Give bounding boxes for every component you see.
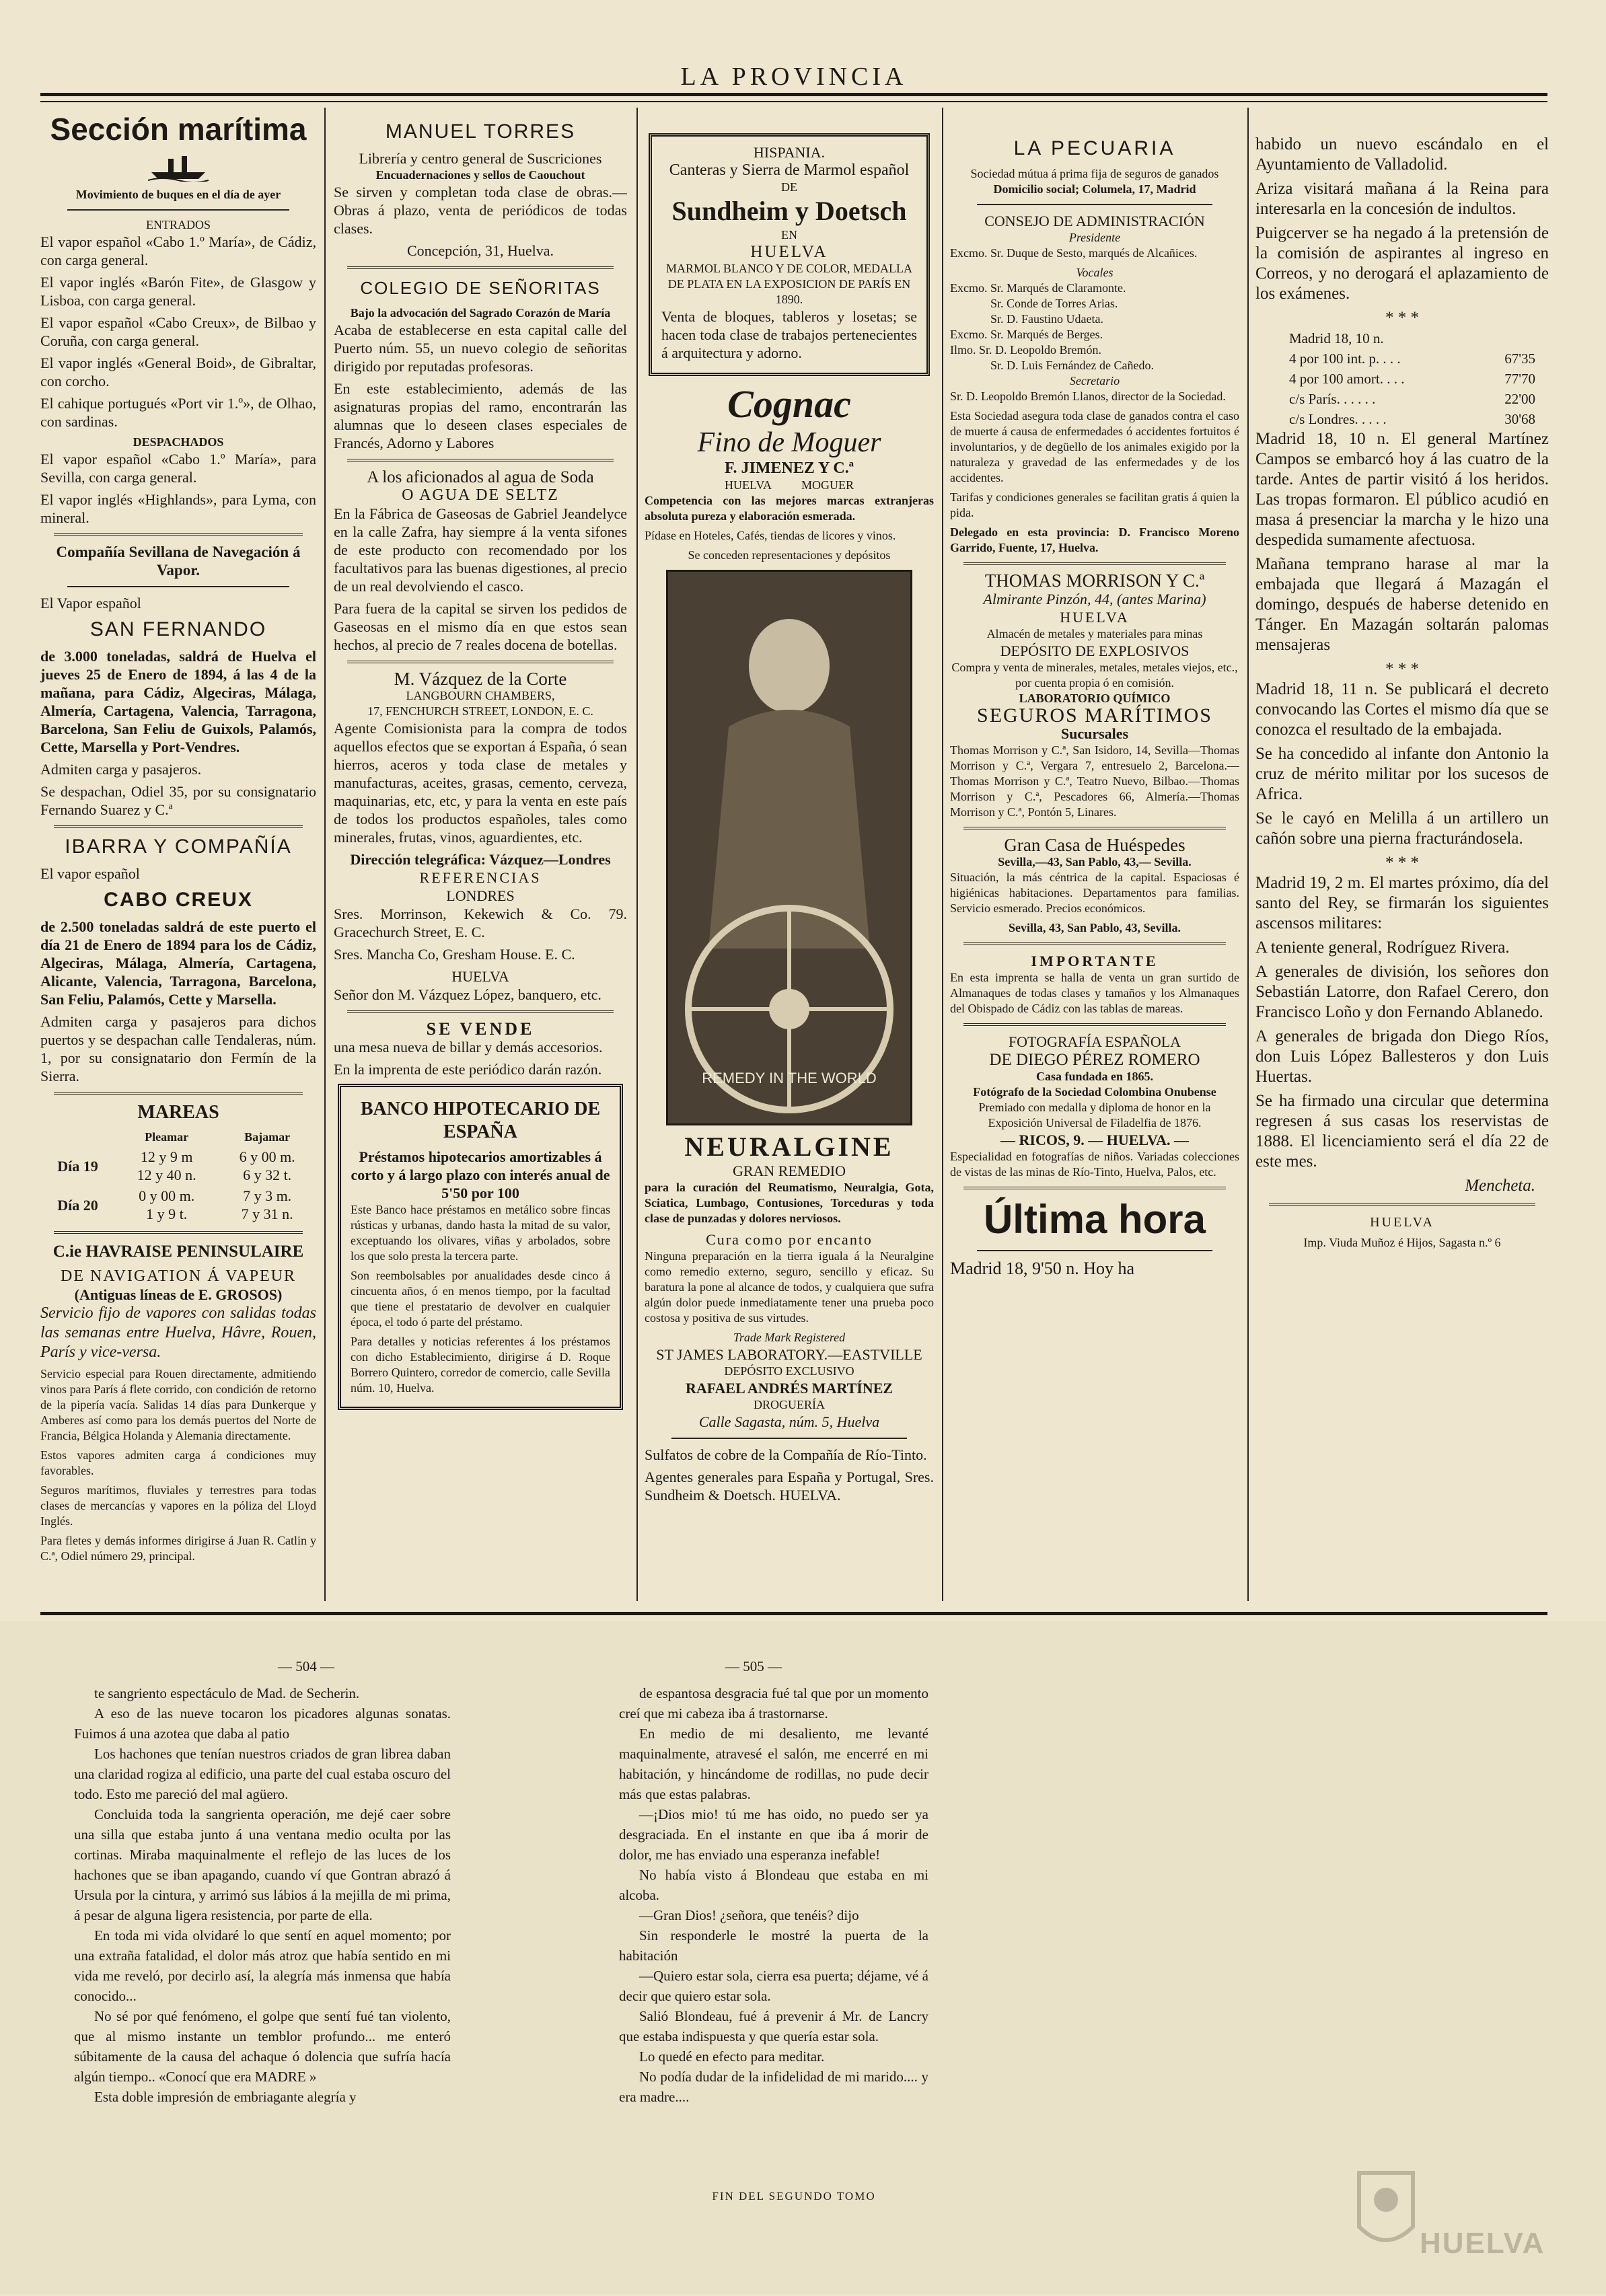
ad-heading: M. Vázquez de la Corte: [394, 669, 567, 689]
havraise-sub: DE NAVIGATION Á VAPEUR: [60, 1267, 297, 1285]
ad-text: Este Banco hace préstamos en metálico sobre fincas rústicas y urbanas, dando hasta la mitad de su valor, exceptuando los olivares, viñas y arbolados, sobre los que solo presta la tercera parte.: [351, 1203, 610, 1263]
column-divider: [636, 108, 638, 1601]
tides-heading: MAREAS: [137, 1102, 219, 1123]
ad-brand: NEURALGINE: [684, 1132, 894, 1162]
havraise-text: Para fletes y demás informes dirigirse á Juan R. Catlin y C.ª, Odiel número 29, principal.: [40, 1534, 316, 1563]
entry-item: El vapor inglés «Barón Fite», de Glasgow y Lisboa, con carga general.: [40, 274, 316, 309]
column-ads-1: [334, 114, 627, 1608]
ad-text: Para fuera de la capital se sirven los pedidos de Gaseosas en el mismo día en que estos sean hechos, al precio de 7 reales docena de botellas.: [334, 600, 627, 653]
column-ads-2: HISPANIA. Canteras y Sierra de Marmol español DE Sundheim y Doetsch EN HUELVA MARMOL BLANCO Y DE COLOR, MEDALLA DE PLATA EN LA EXPOSICION DE PARÍS EN 1890. Venta de bloques, tableros y losetas; se hacen toda clase de trabajos pertenecientes á arquitectura y adorno. Cognac Fino de Moguer F. JIMENEZ Y C.ª HUELVA MOGUER Competencia con las mejores marcas extranjeras absoluta pureza y elaboración esmerada. Pídase en Hoteles, Cafés, tiendas de licores y vinos. Se conceden representaciones y depósitos REMEDY IN THE WORLD NEURALGINE GRAN REMEDIO para la curación del Reumatismo, Neuralgia, Gota, Sciatica, Lumbago, Contusiones, Torceduras y toda clase de punzadas y dolores nerviosos. Cura como por encanto Ninguna preparación en la tierra iguala á la Neuralgine como remedio externo, seguro, sencillo y eficaz. Su baratura la pone al alcance de todos, y cualquiera que sufra algún dolor puede inmediatamente tener una prueba poco costosa y positiva de sus virtudes. Trade Mark Registered ST JAMES LABORATORY.—EASTVILLE DEPÓSITO EXCLUSIVO RAFAEL ANDRÉS MARTÍNEZ DROGUERÍA Calle Sagasta, núm. 5, Huelva Sulfatos de cobre de la Compañía de Río-Tinto. Agentes generales para España y Portugal, Sres. Sundheim & Doetsch. HUELVA.: [645, 128, 934, 1608]
ad-sub: Préstamos hipotecarios amortizables á corto y á largo plazo con interés anual de 5'50 por 100: [351, 1148, 610, 1201]
entry-item: El cahique portugués «Port vir 1.º», de Olhao, con sardinas.: [40, 395, 316, 430]
entry-item: El vapor español «Cabo Creux», de Bilbao y Coruña, con carga general.: [40, 314, 316, 349]
column-ads-3: LA PECUARIA Sociedad mútua á prima fija de seguros de ganados Domicilio social; Columela, 17, Madrid CONSEJO DE ADMINISTRACIÓN Presidente Excmo. Sr. Duque de Sesto, marqués de Alcañices. Vocales Excmo. Sr. Marqués de Claramonte. Sr. Conde de Torres Arias. Sr. D. Faustino Udaeta. Excmo. Sr. Marqués de Berges. Ilmo. Sr. D. Leopoldo Bremón. Sr. D. Luis Fernández de Cañedo. Secretario Sr. D. Leopoldo Bremón Llanos, director de la Sociedad. Esta Sociedad asegura toda clase de ganados contra el caso de muerte á causa de enfermedades ó accidentes fortuitos é involuntarios, y de degüello de los animales exigido por la naturaleza y gravedad de las enfermedades y de los accidentes. Tarifas y condiciones generales se facilitan gratis á quien la pida. Delegado en esta provincia: D. Francisco Moreno Garrido, Fuente, 17, Huelva. THOMAS MORRISON Y C.ª Almirante Pinzón, 44, (antes Marina) HUELVA Almacén de metales y materiales para minas DEPÓSITO DE EXPLOSIVOS Compra y venta de minerales, metales, metales viejos, etc., por cuenta propia ó en comisión. LABORATORIO QUÍMICO SEGUROS MARÍTIMOS Sucursales Thomas Morrison y C.ª, San Isidoro, 14, Sevilla—Thomas Morrison y C.ª, Vergara 7, entresuelo 2, Barcelona.—Thomas Morrison y C.ª, Teatro Nuevo, Bilbao.—Thomas Morrison y C.ª, Pescadores 66, Almería.—Thomas Morrison y C.ª, Pontón 5, Linares. Gran Casa de Huéspedes Sevilla,—43, San Pablo, 43,— Sevilla. Situación, la más céntrica de la capital. Espaciosas é higiénicas habitaciones. Departamentos para familias. Servicio esmerado. Precios económicos. Sevilla, 43, San Pablo, 43, Sevilla. IMPORTANTE En esta imprenta se halla de venta un gran surtido de Almanaques de todas clases y tamaños y los Almanaques del Obispado de Cádiz con las tablas de mareas. FOTOGRAFÍA ESPAÑOLA DE DIEGO PÉREZ ROMERO Casa fundada en 1865. Fotógrafo de la Sociedad Colombina Onubense Premiado con medalla y diploma de honor en la Exposición Universal de Filadelfia de 1876. — RICOS, 9. — HUELVA. — Especialidad en fotografías de niños. Variadas colecciones de vistas de las minas de Río-Tinto, Huelva, Palos, etc. Última hora Madrid 18, 9'50 n. Hoy ha: [950, 137, 1239, 1278]
bank-ad: [338, 1084, 623, 1410]
ad-text: Pídase en Hoteles, Cafés, tiendas de licores y vinos.: [645, 529, 896, 542]
neuralgine-engraving: [666, 570, 912, 1125]
latest-news-heading: Última hora: [983, 1197, 1206, 1242]
ad-text: Para detalles y noticias referentes á los préstamos con dicho Establecimiento, dirigirse á D. Roque Borrero Quintero, corredor de comercio, calle Sevilla núm. 10, Huelva.: [351, 1335, 610, 1395]
end-note: FIN DEL SEGUNDO TOMO: [712, 2190, 876, 2202]
news-paragraph: Madrid 18, 11 n. Se publicará el decreto convocando las Cortes el mismo día que se conozca el resultado de la embajada.: [1255, 680, 1549, 739]
ad-heading: HISPANIA.: [753, 144, 826, 161]
ad-heading: A los aficionados al agua de Soda: [367, 468, 594, 486]
ship-note: Se despachan, Odiel 35, por su consignatario Fernando Suarez y C.ª: [40, 783, 316, 818]
news-paragraph: A teniente general, Rodríguez Rivera.: [1255, 938, 1510, 957]
ad-text: En la imprenta de este periódico darán razón.: [334, 1061, 602, 1078]
news-paragraph: Se le cayó en Melilla á un artillero un cañón sobre una pierna fracturándosela.: [1255, 809, 1549, 848]
dispatched-label: DESPACHADOS: [133, 435, 224, 449]
ad-address: Concepción, 31, Huelva.: [406, 242, 554, 259]
imprint-city: HUELVA: [1370, 1215, 1434, 1230]
ad-heading: SE VENDE: [426, 1019, 535, 1039]
column-maritime: [40, 108, 316, 1608]
engraving-caption: REMEDY IN THE WORLD: [702, 1070, 877, 1086]
ad-text: Competencia con las mejores marcas extranjeras absoluta pureza y elaboración esmerada.: [645, 494, 934, 523]
news-paragraph: Puigcerver se ha negado á la pretensión de la comisión de aspirantes al ingreso en Correos, y no derogará el aplazamiento de los exámenes.: [1255, 224, 1549, 303]
column-news: [1255, 135, 1549, 1608]
ad-text: Sulfatos de cobre de la Compañía de Río-Tinto.: [645, 1446, 927, 1463]
ad-text: Agente Comisionista para la compra de todos aquellos efectos que se exportan á España, ó sean hierros, aceros y toda clase de metales y manufacturas, aceites, grasas, cemento, cerveza, maquinarias, etc, etc, y para la venta en este país de todos los productos españoles, tales como minerales, frutas, vinos, aguardientes, etc.: [334, 720, 627, 846]
ship-name: SAN FERNANDO: [89, 618, 267, 640]
ad-sub: HUELVA: [451, 968, 509, 985]
imprint: Imp. Viuda Muñoz é Hijos, Sagasta n.º 6: [1303, 1236, 1501, 1249]
news-paragraph: A generales de brigada don Diego Ríos, don Luis López Ballesteros y don Luis Huertas.: [1255, 1027, 1549, 1086]
ship-schedule: de 3.000 toneladas, saldrá de Huelva el jueves 25 de Enero de 1894, á las 4 de la mañana, para Cádiz, Algeciras, Málaga, Almería, Cartagena, Valencia, Tarragona, Barcelona, San Feliu de Guixols, Palamós, Cette, Marsella y Port-Vendres.: [40, 648, 316, 755]
ad-text: Sres. Mancha Co, Gresham House. E. C.: [334, 946, 575, 963]
ship-note: Admiten carga y pasajeros.: [40, 761, 202, 778]
separator-stars: * * *: [1385, 309, 1419, 327]
ad-text: Son reembolsables por anualidades desde cinco á cincuenta años, ó en menos tiempo, por la facultad que tiene el prestatario de devolver en cualquier época, el todo ó parte del préstamo.: [351, 1269, 610, 1329]
ad-heading: BANCO HIPOTECARIO DE ESPAÑA: [360, 1099, 601, 1142]
ad-brand: Cognac: [727, 382, 851, 426]
ad-text: En este establecimiento, además de las asignaturas propias del ramo, encontrarán las alumnas que lo deseen clases especiales de Francés, Adorno y Labores: [334, 380, 627, 451]
news-paragraph: Se ha firmado una circular que determina regresen á sus casas los reservistas de 1888. El licenciamiento será el día 22 de este mes.: [1255, 1092, 1549, 1171]
pleamar-header: Pleamar: [145, 1130, 189, 1144]
news-paragraph: Ariza visitará mañana á la Reina para interesarla en la concesión de indultos.: [1255, 180, 1549, 218]
ad-text: para la curación del Reumatismo, Neuralgia, Gota, Sciatica, Lumbago, Contusiones, Torceduras y toda clase de punzadas y dolores nerviosos.: [645, 1181, 934, 1225]
ad-text: Sres. Morrinson, Kekewich & Co. 79. Gracechurch Street, E. C.: [334, 905, 627, 940]
havraise-service: Servicio fijo de vapores con salidas todas las semanas entre Huelva, Hâvre, Rouen, París y vice-versa.: [40, 1304, 316, 1361]
bajamar-header: Bajamar: [244, 1130, 291, 1144]
masthead: LA PROVINCIA: [680, 63, 908, 91]
havraise-sub2: (Antiguas líneas de E. GROSOS): [74, 1286, 283, 1303]
table-row: Día 20 0 y 00 m. 1 y 9 t. 7 y 3 m. 7 y 31 n.: [57, 1187, 293, 1222]
latest-news-text: Madrid 18, 9'50 n. Hoy ha: [950, 1259, 1135, 1278]
byline: Mencheta.: [1465, 1177, 1535, 1195]
ad-address: 17, FENCHURCH STREET, LONDON, E. C.: [367, 704, 593, 718]
news-paragraph: Se ha concedido al infante don Antonio la cruz de mérito militar por los sucesos de Africa.: [1255, 745, 1549, 803]
bolsa-row: 4 por 100 amort. . . . 77'70: [1289, 371, 1535, 387]
ad-text: Acaba de establecerse en esta capital calle del Puerto núm. 55, un nuevo colegio de señoritas dirigido por reputadas profesoras.: [334, 322, 627, 375]
company-name: Compañía Sevillana de Navegación á Vapor.: [56, 544, 301, 579]
dispatched-item: El vapor inglés «Highlands», para Lyma, con mineral.: [40, 491, 316, 526]
ad-sub: Encuadernaciones y sellos de Caouchout: [375, 168, 585, 182]
ad-heading: MANUEL TORRES: [385, 120, 576, 143]
separator-stars: * * *: [1385, 854, 1419, 872]
entry-item: El vapor español «Cabo 1.º María», de Cádiz, con carga general.: [40, 233, 316, 268]
ad-text: Se conceden representaciones y depósitos: [688, 548, 891, 562]
ad-text: Señor don M. Vázquez López, banquero, etc.: [334, 986, 601, 1003]
havraise-text: Servicio especial para Rouen directamente, admitiendo vinos para París á flete corrido, con condición de retorno de la pipería vacía. Salidas 14 días para Dunkerque y Amberes así como para los demás puertos del Norte de Francia, Bélgica Holanda y Alemania directamente.: [40, 1367, 316, 1442]
ad-sub: Bajo la advocación del Sagrado Corazón de María: [350, 306, 611, 320]
ship-schedule: de 2.500 toneladas saldrá de este puerto el día 21 de Enero de 1894 para los de Cádiz, Algeciras, Málaga, Almería, Cartagena, Alicante, Valencia, Tarragona, Barcelona, San Feliu, Palamós, Cette y Marsella.: [40, 918, 316, 1008]
ship-note: Admiten carga y pasajeros para dichos puertos y se despachan calle Tendaleras, núm. 1, por su consignatario don Fermín de la Sierra.: [40, 1013, 316, 1084]
page-number: — 504 —: [278, 1658, 334, 1674]
ad-sub: O AGUA DE SELTZ: [402, 486, 559, 504]
ad-sub: F. JIMENEZ Y C.ª: [725, 459, 854, 477]
ad-sub: REFERENCIAS: [419, 869, 542, 886]
novel-right-page: de espantosa desgracia fué tal que por un momento creí que mi cabeza iba á trastornarse. En medio de mi desaliento, me levanté maquinalmente, atravesé el salón, me encerré en mi habitación, y hincándome de rodillas, no pude decir más que estas palabras. —¡Dios mio! tú me has oido, no puedo ser ya desgraciada. En el instante en que iba á morir de dolor, me has enviado una esperanza inefable! No había visto á Blondeau que estaba en mi alcoba. —Gran Dios! ¿señora, que tenéis? dijo Sin responderle le mostré la puerta de la habitación —Quiero estar sola, cierra esa puerta; déjame, vé á decir que quiero estar sola. Salió Blondeau, fué á prevenir á Mr. de Lancry que estaba indispuesta y que quería estar sola. Lo quedé en efecto para meditar. No podía dudar de la infidelidad de mi marido.... y era madre....: [619, 1685, 928, 2105]
page-bottom-rule: [40, 1612, 1547, 1615]
column-divider: [942, 108, 943, 1601]
archive-watermark: [1339, 2159, 1545, 2281]
bolsa-row: c/s Londres. . . . . 30'68: [1289, 411, 1535, 427]
dispatched-item: El vapor español «Cabo 1.º María», para Sevilla, con carga general.: [40, 451, 316, 486]
bolsa-row: c/s París. . . . . . 22'00: [1289, 391, 1535, 407]
news-paragraph: Mañana temprano harase al mar la embajada que llegará á Mazagán el domingo, después de haberse detenido en Tánger. En Mazagán soltarán palomas mensajeras: [1255, 555, 1549, 654]
havraise-text: Estos vapores admiten carga á condiciones muy favorables.: [40, 1448, 316, 1477]
ad-telegraph: Dirección telegráfica: Vázquez—Londres: [350, 851, 611, 868]
ad-brand: Sundheim y Doetsch: [671, 196, 907, 226]
ad-brand: Fino de Moguer: [697, 427, 881, 458]
ad-heading: Gran Casa de Huéspedes: [1004, 835, 1185, 855]
ship-name: CABO CREUX: [104, 889, 253, 911]
section-heading: Sección marítima: [50, 112, 307, 147]
ad-sub: LONDRES: [446, 887, 515, 904]
news-paragraph: A generales de división, los señores don Sebastián Latorre, don Rafael Cerero, don Francisco Loño y don Fernando Ablanedo.: [1255, 963, 1549, 1021]
ad-text: una mesa nueva de billar y demás accesorios.: [334, 1039, 603, 1056]
havraise-heading: C.ie HAVRAISE PENINSULAIRE: [52, 1243, 304, 1261]
separator-stars: * * *: [1385, 660, 1419, 678]
ad-sub: Canteras y Sierra de Marmol español: [669, 161, 910, 179]
ad-heading: IMPORTANTE: [1031, 953, 1159, 969]
entries-label: ENTRADOS: [145, 218, 211, 231]
novel-pages: [0, 1621, 1606, 2294]
vapor-label: El Vapor español: [40, 595, 141, 612]
ship-icon: [148, 152, 209, 182]
ad-text: Ninguna preparación en la tierra iguala á la Neuralgine como remedio externo, seguro, sencillo y eficaz. Su baratura la pone al alcance de todos, y cualquiera que sufra algún dolor puede inmediatamente tener una prueba poco costosa y positiva de sus virtudes.: [645, 1249, 934, 1325]
column-divider: [1247, 108, 1249, 1601]
ad-heading: LA PECUARIA: [1013, 137, 1176, 159]
ad-text: Venta de bloques, tableros y losetas; se hacen toda clase de trabajos pertenecientes á arquitectura y adorno.: [661, 308, 917, 361]
ad-address: LANGBOURN CHAMBERS,: [406, 689, 555, 702]
watermark-text: HUELVA: [1420, 2227, 1545, 2260]
ad-text: En la Fábrica de Gaseosas de Gabriel Jeandelyce en la calle Zafra, hay siempre á la venta sifones de este producto con recomendado por los facultativos para las buenas digestiones, al precio de un real devolviendo el casco.: [334, 505, 627, 595]
ad-sub: MARMOL BLANCO Y DE COLOR, MEDALLA DE PLATA EN LA EXPOSICION DE PARÍS EN 1890.: [666, 262, 912, 306]
page-number: — 505 —: [725, 1658, 782, 1674]
news-paragraph: Madrid 18, 10 n. El general Martínez Campos se embarcó hoy á las cuatro de la tarde. Antes de partir visitó á los heridos. Las tropas formaron. El público acudió en masa á presenciar la marcha y le hizo una despedida sumamente afectuosa.: [1255, 430, 1549, 549]
entry-item: El vapor inglés «General Boid», de Gibraltar, con corcho.: [40, 355, 316, 390]
havraise-text: Seguros marítimos, fluviales y terrestres para todas clases de mercancías y vapores en la póliza del Lloyd Inglés.: [40, 1483, 316, 1528]
ad-heading: THOMAS MORRISON Y C.ª: [984, 570, 1205, 591]
ad-sub: Librería y centro general de Suscriciones: [359, 150, 602, 167]
masthead-rule-thin: [40, 101, 1547, 102]
masthead-rule: [40, 93, 1547, 96]
hispania-ad: HISPANIA. Canteras y Sierra de Marmol español DE Sundheim y Doetsch EN HUELVA MARMOL BLANCO Y DE COLOR, MEDALLA DE PLATA EN LA EXPOSICION DE PARÍS EN 1890. Venta de bloques, tableros y losetas; se hacen toda clase de trabajos pertenecientes á arquitectura y adorno.: [649, 133, 930, 376]
news-paragraph: Madrid 19, 2 m. El martes próximo, día del santo del Rey, se firmarán los siguientes ascensos militares:: [1255, 874, 1549, 932]
tides-table: [40, 1128, 316, 1224]
vapor-label: El vapor español: [40, 865, 140, 882]
movement-subtitle: Movimiento de buques en el día de ayer: [75, 188, 281, 201]
ad-heading: COLEGIO DE SEÑORITAS: [360, 278, 601, 298]
ad-text: Agentes generales para España y Portugal, Sres. Sundheim & Doetsch. HUELVA.: [645, 1469, 934, 1504]
crest-icon: [1339, 2159, 1541, 2281]
company-heading: IBARRA Y COMPAÑÍA: [65, 836, 292, 858]
bolsa-heading: Madrid 18, 10 n.: [1289, 330, 1384, 346]
column-divider: [324, 108, 326, 1601]
ad-text: Se sirven y completan toda clase de obras.—Obras á plazo, venta de periódicos de todas clases.: [334, 184, 627, 237]
novel-left-page: te sangriento espectáculo de Mad. de Secherin. A eso de las nueve tocaron los picadores algunas sonatas. Fuimos á una azotea que daba al patio Los hachones que tenían nuestros criados de gran librea daban una claridad rogiza al edificio, una parte del cual estaba oscuro del todo. Esto me pareció del mal agüero. Concluida toda la sangrienta operación, me dejé caer sobre una silla que estaba junto á una ventana medio oculta por las cortinas. Miraba maquinalmente el reflejo de las luces de los hachones que se iban apagando, cuando ví que Gontran abrazó á Ursula por la cintura, y arrimó sus lábios á la mejilla de mi prima, á pesar de alguna ligera resistencia, por parte de ella. En toda mi vida olvidaré lo que sentí en aquel momento; por una extraña fatalidad, el dolor más atroz que había sentido en mi vida me reveló, por decirlo así, la alegría más inmensa que había conocido... No sé por qué fenómeno, el golpe que sentí fué tan violento, que al mismo instante un temblor profundo... me enteró súbitamente de la causa del achaque ó dolencia que sufría hacía algún tiempo.. «Conocí que era MADRE » Esta doble impresión de embriagante alegría y: [74, 1685, 451, 2105]
news-paragraph: habido un nuevo escándalo en el Ayuntamiento de Valladolid.: [1255, 135, 1549, 174]
bolsa-row: 4 por 100 int. p. . . . 67'35: [1289, 350, 1535, 367]
table-row: Día 19 12 y 9 m 12 y 40 n. 6 y 00 m. 6 y 32 t.: [57, 1148, 295, 1183]
